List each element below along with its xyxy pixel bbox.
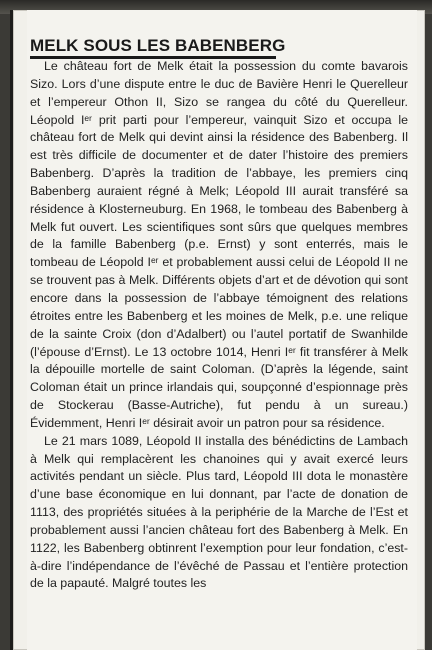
paragraph-2: Le 21 mars 1089, Léopold II installa des bénédictins de Lambach à Melk qui remplacèrent les chanoines qui y avait exercé leurs activités pendant un siècle. Plus tard, Léopold III dota le monastère d’une base économique en lui donnant, par l’acte de donation de 1113, des propriétés situées à la periphérie de la Marche de l’Est et probablement aussi l’ancien château fort des Babenberg à Melk. En 1122, les Babenberg obtinrent l’exemption pour leur fondation, c’est-à-dire l’indépendance de l’évêché de Passau et l’entière protection de la papauté. Malgré toutes les [30, 433, 408, 591]
page-title: MELK SOUS LES BABENBERG [30, 36, 286, 55]
paragraph-1: Le château fort de Melk était la possession du comte bavarois Sizo. Lors d’une dispute entre le duc de Bavière Henri le Querelleur et l’empereur Othon II, Sizo se rangea du côté du Querelleur. Léopold Iᵉʳ prit parti pour l’empereur, vainquit Sizo et occupa le château fort de Melk qui devint ainsi la résidence des Babenberg. Il est très difficile de documenter et de dater l’histoire des premiers Babenberg. D’après la tradition de l’abbaye, les premiers cinq Babenberg auraient régné à Melk; Léopold III aurait transféré sa résidence à Klosterneuburg. En 1968, le tombeau des Babenberg à Melk fut ouvert. Les scientifiques sont sûrs que quelques membres de la famille Babenberg (p.e. Ernst) y sont enterrés, mais le tombeau de Léopold Iᵉʳ et probablement aussi celui de Léopold II ne se trouvent pas à Melk. Différents objets d’art et de dévotion qui sont encore dans la possession de l’abbaye témoignent des relations étroites entre les Babenberg et les moines de Melk, p.e. une relique de la sainte Croix (don d’Adalbert) ou l’autel portatif de Swanhilde (l’épouse d’Ernst). Le 13 octobre 1014, Henri Iᵉʳ fit transférer à Melk la dépouille mortelle de saint Coloman. (D’après la légende, saint Coloman était un prince irlandais qui, soupçonné d’espionnage près de Stockerau (Basse-Autriche), fut pendu à un sureau.) Évidemment, Henri Iᵉʳ désirait avoir un patron pour sa résidence. [30, 59, 408, 430]
body-text [30, 58, 408, 593]
